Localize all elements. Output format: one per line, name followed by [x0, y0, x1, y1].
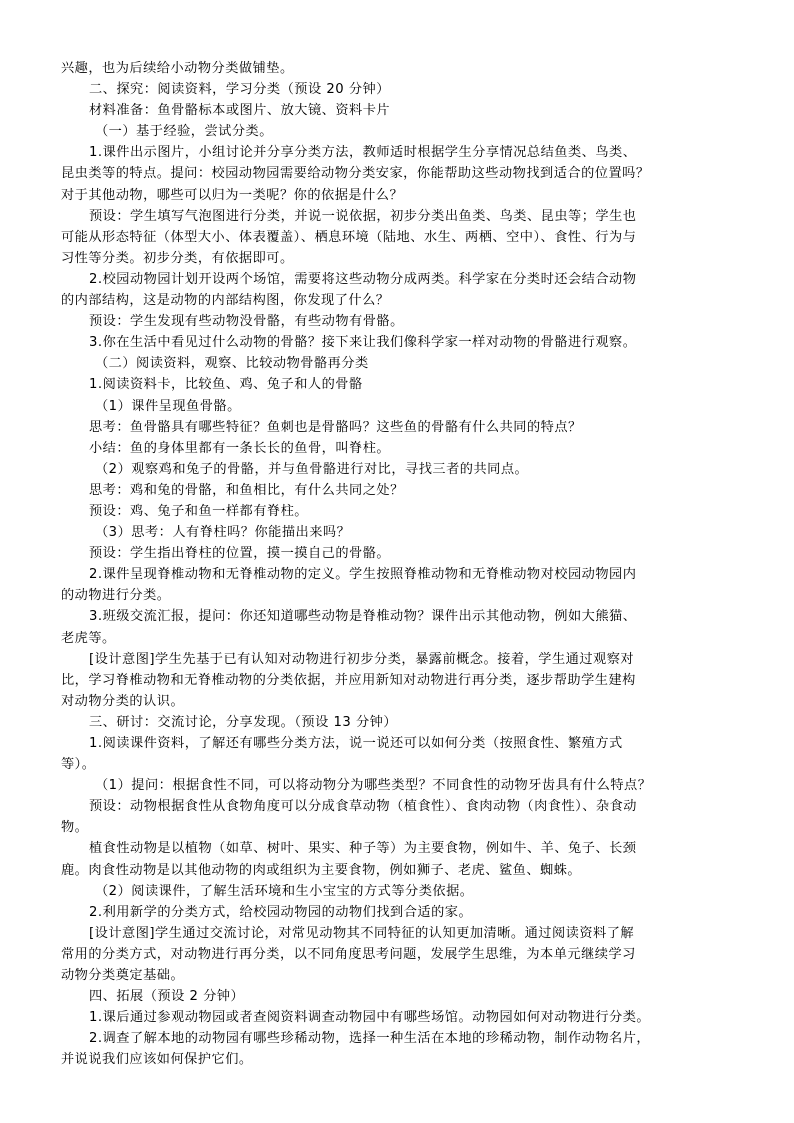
text-line: （二）阅读资料，观察、比较动物骨骼再分类: [95, 356, 369, 372]
text-line: 预设：学生填写气泡图进行分类，并说一说依据，初步分类出鱼类、鸟类、昆虫等；学生也: [89, 208, 637, 224]
text-line: 并说说我们应该如何保护它们。: [61, 1052, 253, 1068]
text-line: [设计意图]学生通过交流讨论，对常见动物其不同特征的认知更加清晰。通过阅读资料了解: [89, 925, 635, 941]
text-line: 动物分类奠定基础。: [61, 968, 185, 984]
text-line: 昆虫类等的特点。提问：校园动物园需要给动物分类安家，你能帮助这些动物找到适合的位置吗？: [61, 166, 650, 182]
text-line: 预设：鸡、兔子和鱼一样都有脊柱。: [89, 503, 308, 519]
text-line: 2.调查了解本地的动物园有哪些珍稀动物，选择一种生活在本地的珍稀动物，制作动物名片，: [89, 1031, 651, 1047]
text-line: 思考：鱼骨骼具有哪些特征？鱼刺也是骨骼吗？这些鱼的骨骼有什么共同的特点？: [89, 419, 582, 435]
text-line: 1.阅读资料卡，比较鱼、鸡、兔子和人的骨骼: [89, 377, 363, 393]
text-line: 等）。: [61, 757, 96, 773]
text-line: （2）观察鸡和兔子的骨骼，并与鱼骨骼进行对比，寻找三者的共同点。: [95, 461, 529, 477]
text-line: （1）课件呈现鱼骨骼。: [95, 398, 241, 414]
text-line: 小结：鱼的身体里都有一条长长的鱼骨，叫脊柱。: [89, 440, 391, 456]
text-line: 的动物进行分类。: [61, 588, 171, 604]
text-line: 鹿。肉食性动物是以其他动物的肉或组织为主要食物，例如狮子、老虎、鲨鱼、蜘蛛。: [61, 862, 582, 878]
text-line: 常用的分类方式，对动物进行再分类，以不同角度思考问题，发展学生思维，为本单元继续学习: [61, 946, 636, 962]
text-line: 2.课件呈现脊椎动物和无脊椎动物的定义。学生按照脊椎动物和无脊椎动物对校园动物园内: [89, 567, 637, 583]
text-line: 1.阅读课件资料，了解还有哪些分类方法，说一说还可以如何分类（按照食性、繁殖方式: [89, 736, 623, 751]
text-line: 习性等分类。初步分类，有依据即可。: [61, 250, 294, 266]
text-line: 预设：动物根据食性从食物角度可以分成食草动物（植食性）、食肉动物（肉食性）、杂食动: [89, 799, 637, 815]
text-line: 思考：鸡和兔的骨骼，和鱼相比，有什么共同之处？: [89, 482, 404, 498]
text-line: 对于其他动物，哪些可以归为一类呢？你的依据是什么？: [61, 187, 404, 203]
text-line: （3）思考：人有脊柱吗？你能描出来吗？: [95, 525, 351, 541]
text-line: 1.课件出示图片，小组讨论并分享分类方法，教师适时根据学生分享情况总结鱼类、鸟类、: [89, 145, 637, 161]
text-line: 二、探究：阅读资料，学习分类（预设 20 分钟）: [89, 82, 390, 98]
text-line: （2）阅读课件，了解生活环境和生小宝宝的方式等分类依据。: [95, 883, 474, 899]
text-line: （一）基于经验，尝试分类。: [95, 124, 273, 140]
text-line: 四、拓展（预设 2 分钟）: [89, 989, 245, 1005]
text-line: 预设：学生指出脊柱的位置，摸一摸自己的骨骼。: [89, 546, 391, 562]
text-line: 物。: [61, 820, 89, 836]
text-line: 植食性动物是以植物（如草、树叶、果实、种子等）为主要食物，例如牛、羊、兔子、长颈: [89, 841, 637, 857]
text-line: 2.校园动物园计划开设两个场馆，需要将这些动物分成两类。科学家在分类时还会结合动物: [89, 271, 637, 287]
text-line: 对动物分类的认识。: [61, 693, 185, 709]
text-line: 1.课后通过参观动物园或者查阅资料调查动物园中有哪些场馆。动物园如何对动物进行分类。: [89, 1010, 651, 1026]
text-line: （1）提问：根据食性不同，可以将动物分为哪些类型？不同食性的动物牙齿具有什么特点？: [95, 778, 652, 794]
text-line: 3.班级交流汇报，提问：你还知道哪些动物是脊椎动物？课件出示其他动物，例如大熊猫、: [89, 609, 637, 625]
text-line: 三、研讨：交流讨论，分享发现。（预设 13 分钟）: [89, 714, 397, 730]
text-line: 预设：学生发现有些动物没骨骼，有些动物有骨骼。: [89, 314, 404, 330]
text-line: 老虎等。: [61, 630, 116, 646]
text-line: 2.利用新学的分类方式，给校园动物园的动物们找到合适的家。: [89, 904, 473, 920]
text-line: 兴趣，也为后续给小动物分类做铺垫。: [61, 61, 294, 76]
text-line: 可能从形态特征（体型大小、体表覆盖）、栖息环境（陆地、水生、两栖、空中）、食性、行为与: [61, 229, 637, 245]
text-line: [设计意图]学生先基于已有认知对动物进行初步分类，暴露前概念。接着，学生通过观察对: [89, 651, 635, 667]
text-line: 3.你在生活中看见过什么动物的骨骼？接下来让我们像科学家一样对动物的骨骼进行观察。: [89, 335, 637, 351]
text-line: 比，学习脊椎动物和无脊椎动物的分类依据，并应用新知对动物进行再分类，逐步帮助学生建构: [61, 672, 636, 688]
document-page: [61, 58, 741, 1071]
text-line: 材料准备：鱼骨骼标本或图片、放大镜、资料卡片: [89, 103, 391, 119]
text-line: 的内部结构，这是动物的内部结构图，你发现了什么？: [61, 293, 390, 309]
